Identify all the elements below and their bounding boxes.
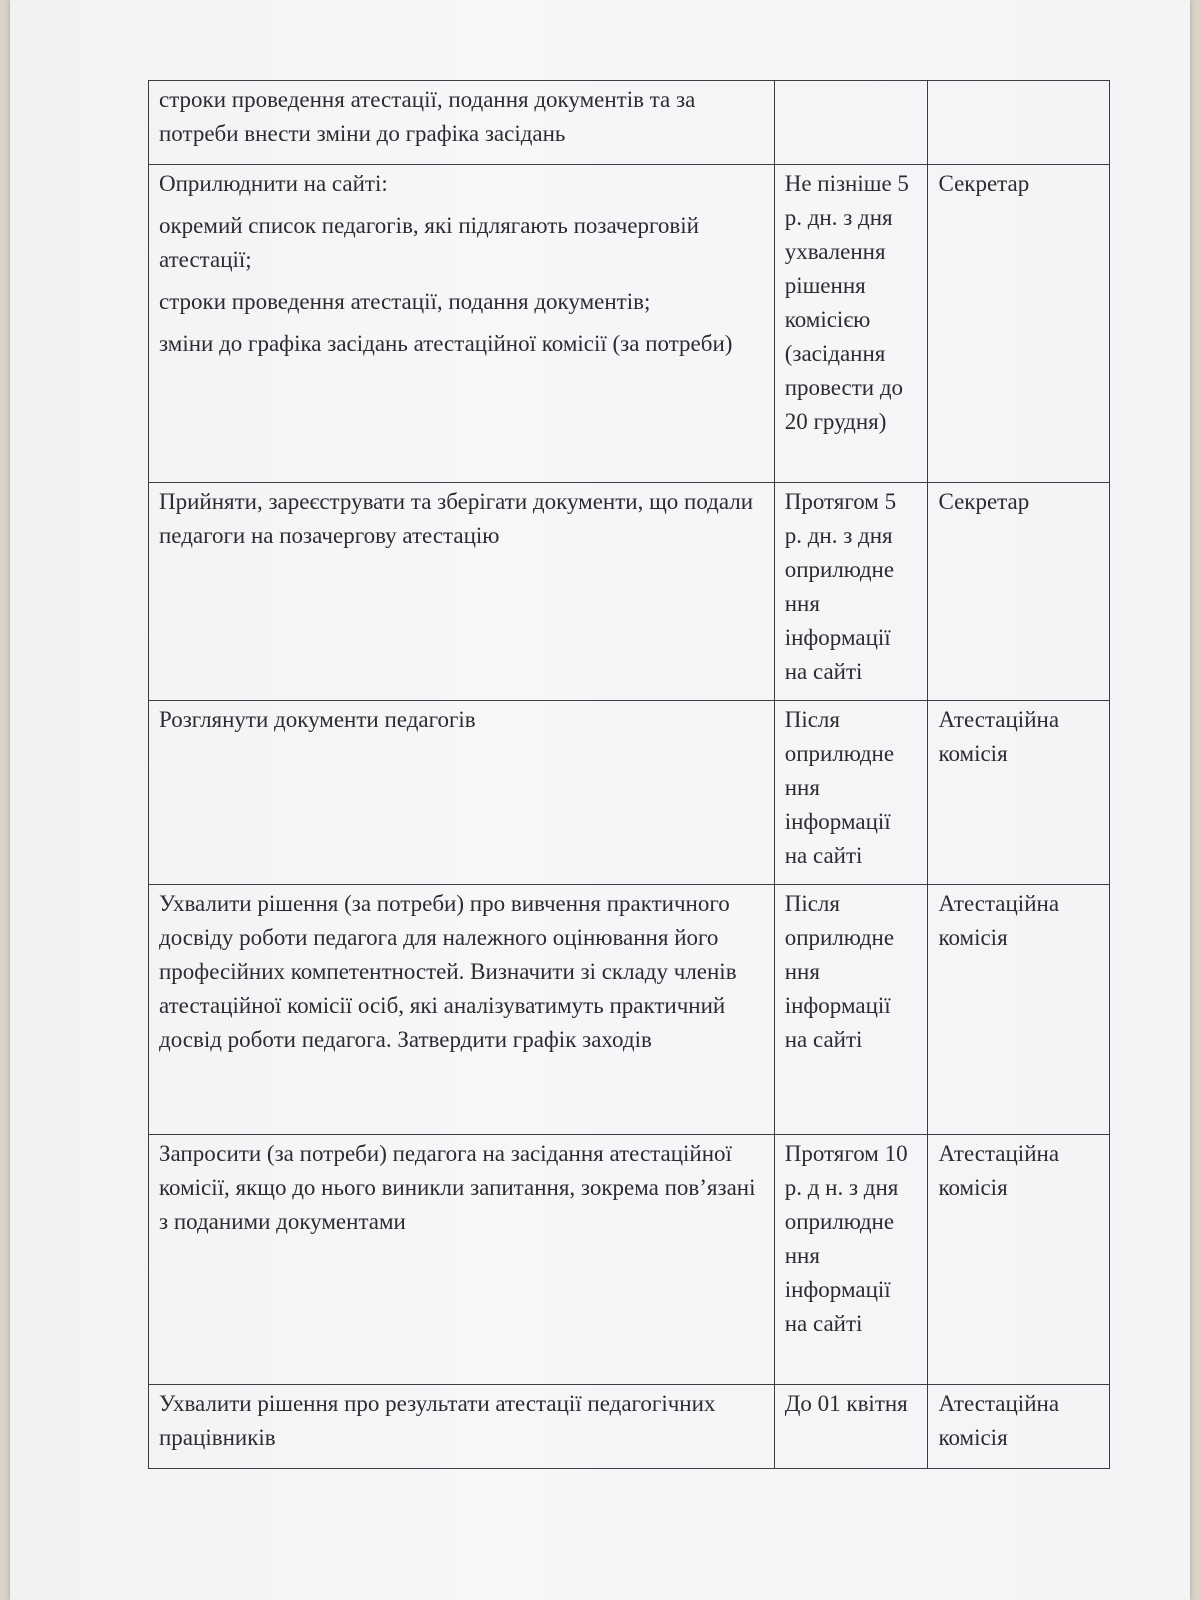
document-page (10, 0, 1190, 1600)
task-text: строки проведення атестації, подання документів; (159, 289, 651, 314)
task-cell (149, 701, 775, 885)
table-row (149, 165, 1110, 483)
term-cell: Після оприлюдне ння інформації на сайті (774, 701, 928, 885)
task-text: Ухвалити рішення про результати атестації педагогічних працівників (159, 1391, 716, 1450)
task-text: Розглянути документи педагогів (159, 707, 476, 732)
term-cell: Протягом 5 р. дн. з дня оприлюдне ння інформації на сайті (774, 483, 928, 701)
responsible-cell: Секретар (928, 165, 1110, 483)
task-text: строки проведення атестації, подання документів та за потреби внести зміни до графіка засідань (159, 87, 696, 146)
table-row (149, 1385, 1110, 1469)
term-cell: Після оприлюдне ння інформації на сайті (774, 885, 928, 1135)
task-text: Прийняти, зареєструвати та зберігати документи, що подали педагоги на позачергову атестацію (159, 489, 754, 548)
responsible-cell: Атестаційна комісія (928, 1385, 1110, 1469)
term-cell: Протягом 10 р. д н. з дня оприлюдне ння інформації на сайті (774, 1135, 928, 1385)
term-cell: Не пізніше 5 р. дн. з дня ухвалення рішення комісією (засідання провести до 20 грудня) (774, 165, 928, 483)
task-cell (149, 1135, 775, 1385)
responsible-cell (928, 81, 1110, 165)
task-text: Ухвалити рішення (за потреби) про вивчення практичного досвіду роботи педагога для належного оцінювання його професійних компетентностей. Визначити зі складу членів атестаційної комісії осіб, які аналізуватимуть практичний досвід роботи педагога. Затвердити графік заходів (159, 891, 737, 1052)
task-cell (149, 81, 775, 165)
responsible-cell: Секретар (928, 483, 1110, 701)
task-text: Оприлюднити на сайті: (159, 171, 388, 196)
task-cell (149, 885, 775, 1135)
term-cell (774, 81, 928, 165)
task-cell (149, 483, 775, 701)
responsible-cell: Атестаційна комісія (928, 885, 1110, 1135)
table-row (149, 1135, 1110, 1385)
table-row (149, 885, 1110, 1135)
responsible-cell: Атестаційна комісія (928, 1135, 1110, 1385)
table-row (149, 81, 1110, 165)
table-row (149, 483, 1110, 701)
task-cell (149, 1385, 775, 1469)
responsible-cell: Атестаційна комісія (928, 701, 1110, 885)
task-text: Запросити (за потреби) педагога на засідання атестаційної комісії, якщо до нього виникли запитання, зокрема пов’язані з поданими документами (159, 1141, 756, 1234)
task-text: зміни до графіка засідань атестаційної комісії (за потреби) (159, 331, 733, 356)
table-row (149, 701, 1110, 885)
term-cell: До 01 квітня (774, 1385, 928, 1469)
task-cell (149, 165, 775, 483)
task-text: окремий список педагогів, які підлягають позачерговій атестації; (159, 213, 699, 272)
activity-plan-table (148, 80, 1110, 1469)
